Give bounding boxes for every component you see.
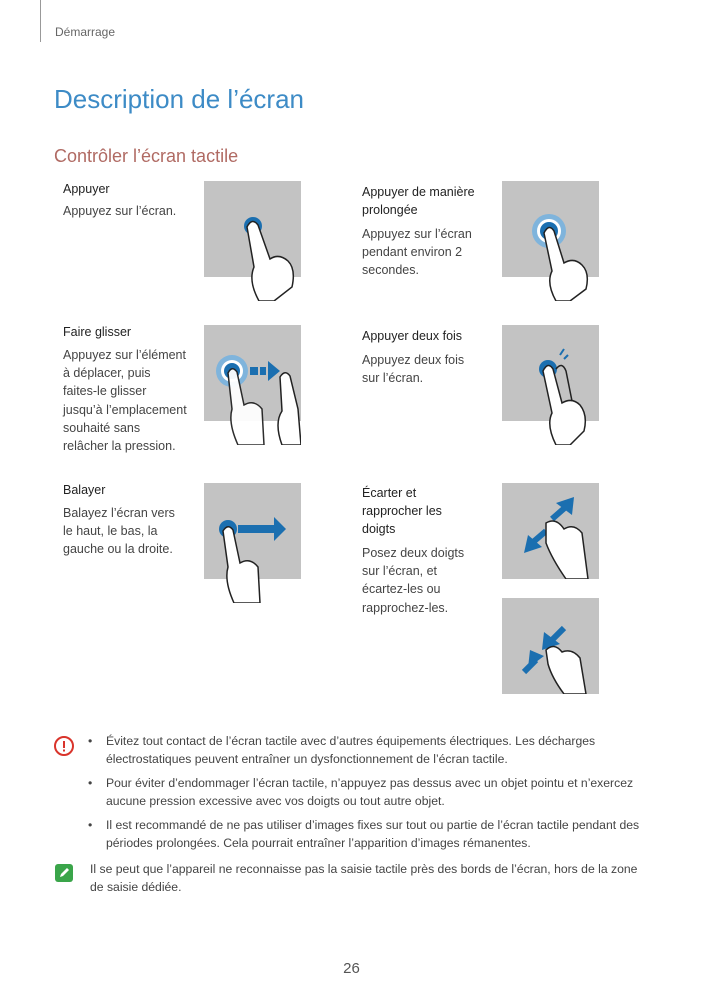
- gesture-desc-tap: Appuyez sur l’écran.: [63, 204, 177, 218]
- gesture-desc-pinch: Posez deux doigts sur l’écran, et écartez-les ou rapprochez-les.: [362, 546, 465, 615]
- warning-list: [88, 732, 648, 858]
- running-header: Démarrage: [55, 25, 116, 39]
- gesture-desc-long-press: Appuyez sur l’écran pendant environ 2 secondes.: [362, 227, 472, 278]
- gesture-title-double-tap: Appuyer deux fois: [362, 329, 463, 343]
- swipe-illustration: [204, 483, 301, 603]
- warning-item: • Évitez tout contact de l’écran tactile avec d’autres équipements électriques. Les décharges électrostatiques peuvent entraîner un dysfonctionnement de l’écran tactile.: [88, 732, 648, 768]
- pinch-in-illustration: [502, 598, 599, 694]
- gesture-title-swipe: Balayer: [63, 483, 106, 497]
- page-title: Description de l’écran: [54, 84, 305, 114]
- warning-item: • Il est recommandé de ne pas utiliser d’images fixes sur tout ou partie de l’écran tactile pendant des périodes prolongées. Cela pourrait entraîner l’apparition d’images rémanentes.: [88, 816, 648, 852]
- drag-illustration: [204, 325, 301, 445]
- gesture-title-tap: Appuyer: [63, 182, 110, 196]
- warning-item: • Pour éviter d’endommager l’écran tactile, n’appuyez pas dessus avec un objet pointu et n’exercez aucune pression excessive avec vos doigts ou tout autre objet.: [88, 774, 648, 810]
- gesture-desc-drag: Appuyez sur l’élément à déplacer, puis faites-le glisser jusqu’à l’emplacement souhaité sans relâcher la pression.: [63, 348, 187, 454]
- tap-illustration: [204, 181, 301, 301]
- gesture-title-drag: Faire glisser: [63, 325, 132, 339]
- header-rule: [40, 0, 41, 42]
- warning-icon: [54, 736, 74, 759]
- page-number: 26: [343, 960, 360, 977]
- pinch-out-illustration: [502, 483, 599, 579]
- double-tap-illustration: [502, 325, 599, 445]
- note-pencil-icon: [54, 863, 74, 886]
- section-title: Contrôler l’écran tactile: [54, 146, 239, 166]
- gesture-desc-double-tap: Appuyez deux fois sur l’écran.: [362, 353, 465, 386]
- note-text: Il se peut que l’appareil ne reconnaisse pas la saisie tactile près des bords de l’écran, hors de la zone de saisie dédiée.: [90, 862, 638, 894]
- gesture-desc-swipe: Balayez l’écran vers le haut, le bas, la gauche ou la droite.: [63, 506, 175, 557]
- gesture-title-long-press: Appuyer de manière prolongée: [362, 185, 475, 217]
- gesture-title-pinch: Écarter et rapprocher les doigts: [362, 486, 442, 536]
- long-press-illustration: [502, 181, 599, 301]
